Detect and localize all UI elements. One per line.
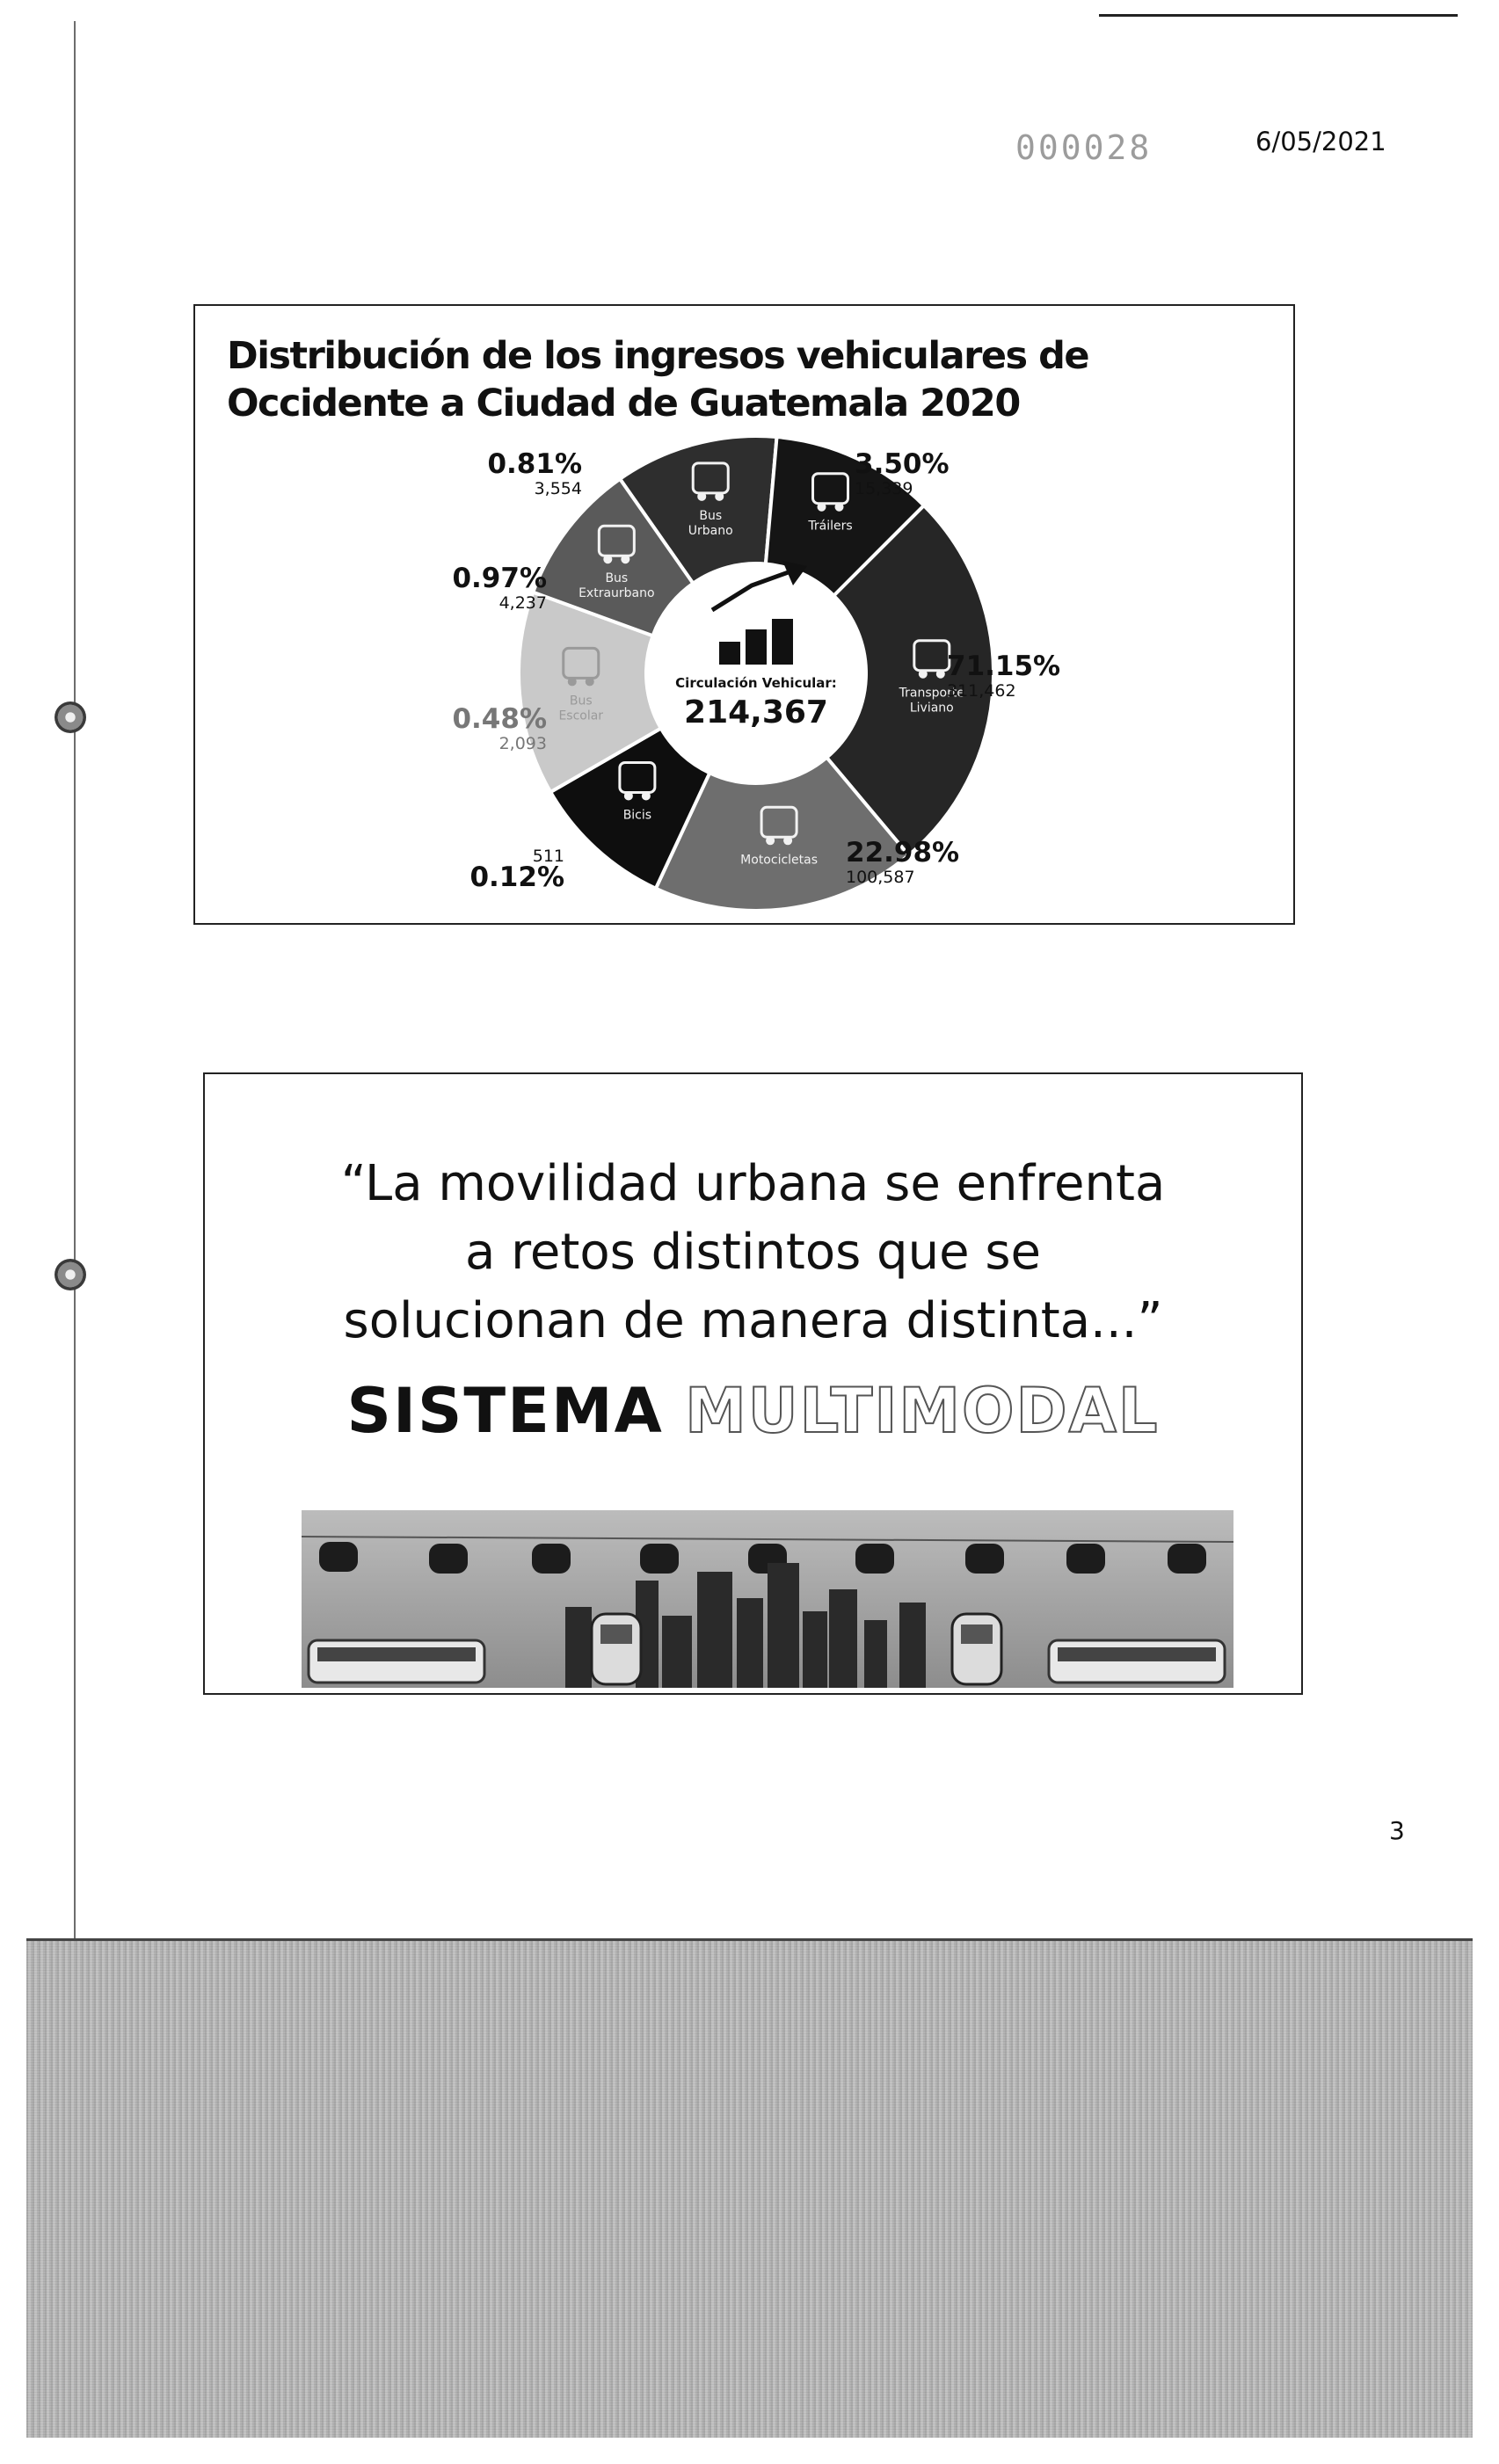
car-icon	[936, 670, 945, 679]
quote-line: a retos distintos que se	[465, 1224, 1041, 1281]
slice-label: Escolar	[558, 709, 604, 723]
slice-percent-label: 0.81%	[487, 448, 582, 480]
bicycle-icon	[624, 791, 633, 800]
slice-percent-label: 0.97%	[452, 563, 547, 594]
slice-count-label: 311,462	[947, 681, 1016, 701]
truck-icon	[818, 503, 826, 512]
slice-count-label: 100,587	[846, 868, 915, 887]
school-bus-icon	[568, 677, 577, 686]
slice-label: Urbano	[688, 523, 733, 538]
slice-count-label: 511	[532, 847, 564, 866]
slice-label: Motocicletas	[740, 853, 819, 868]
punch-hole-icon	[55, 701, 86, 733]
truck-icon	[835, 503, 844, 512]
school-bus-icon	[586, 677, 594, 686]
donut-chart	[195, 306, 1293, 923]
car-icon	[919, 670, 928, 679]
quote-slide	[203, 1072, 1303, 1695]
slice-percent-label: 22.98%	[846, 837, 960, 869]
slice-label: Bus	[605, 571, 629, 586]
quote-line: “La movilidad urbana se enfrenta	[340, 1155, 1166, 1212]
slice-label: Bus	[699, 508, 723, 523]
coach-icon	[621, 555, 629, 563]
slice-percent-label: 71.15%	[947, 651, 1061, 682]
scan-artifact-band	[26, 1938, 1473, 2438]
slice-percent-label: 0.12%	[469, 861, 564, 893]
motorcycle-icon	[783, 836, 792, 845]
slice-count-label: 2,093	[498, 734, 547, 753]
chart-title: Distribución de los ingresos vehiculares de Occidente a Ciudad de Guatemala 2020	[227, 334, 1089, 425]
page-date: 6/05/2021	[1255, 127, 1386, 156]
cable-car-icon	[319, 1542, 1206, 1574]
quote-text	[205, 1150, 1301, 1356]
bar-chart-icon	[719, 642, 740, 665]
slice-label: Tráilers	[808, 519, 853, 534]
top-rule	[1099, 14, 1458, 17]
slice-count-label: 3,554	[534, 479, 582, 498]
multimodal-heading	[205, 1375, 1301, 1447]
slice-percent-label: 3.50%	[855, 448, 950, 480]
trend-arrow-icon	[712, 570, 796, 610]
slice-label: Transporte	[899, 686, 964, 701]
punch-hole-icon	[55, 1259, 86, 1290]
quote-line: solucionan de manera distinta...”	[343, 1292, 1163, 1349]
motorcycle-icon	[766, 836, 775, 845]
slice-label: Bicis	[622, 808, 652, 823]
heading-outline-word: MULTIMODAL	[685, 1375, 1160, 1447]
center-value: 214,367	[684, 694, 828, 730]
slice-label: Bus	[569, 694, 593, 709]
slice-label: Extraurbano	[578, 586, 655, 601]
center-label: Circulación Vehicular:	[675, 675, 837, 691]
bus-icon	[697, 492, 706, 501]
slice-label: Liviano	[909, 701, 954, 716]
bar-chart-icon	[772, 619, 793, 665]
chart-slide	[193, 304, 1295, 925]
folio-stamp: 000028	[1015, 128, 1153, 167]
heading-bold-word: SISTEMA	[346, 1375, 664, 1447]
coach-icon	[603, 555, 612, 563]
slice-count-label: 4,237	[498, 593, 547, 613]
transport-banner-image	[302, 1510, 1233, 1688]
bus-icon	[715, 492, 724, 501]
bar-chart-icon	[746, 629, 767, 665]
page-number: 3	[1389, 1816, 1405, 1845]
bicycle-icon	[642, 791, 651, 800]
slice-percent-label: 0.48%	[452, 703, 547, 735]
slice-count-label: 15,339	[855, 479, 913, 498]
